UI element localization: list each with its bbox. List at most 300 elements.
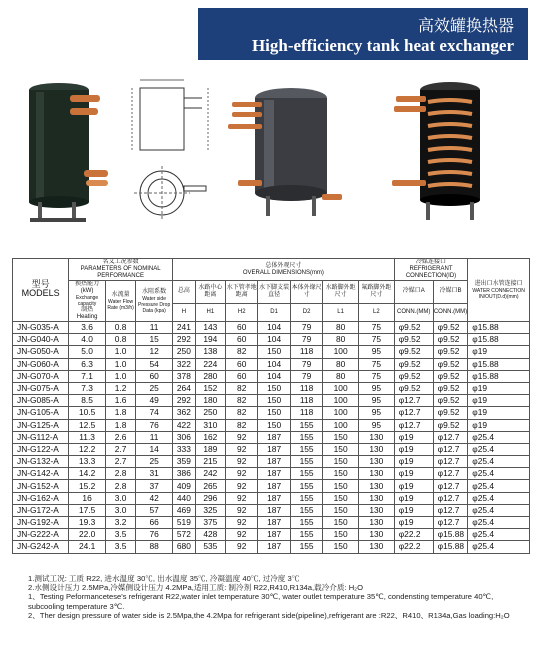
table-cell: 75 xyxy=(358,334,394,346)
table-cell: 82 xyxy=(225,419,257,431)
table-cell: 80 xyxy=(323,370,359,382)
table-cell: 100 xyxy=(323,346,359,358)
table-cell: 95 xyxy=(358,346,394,358)
table-cell: φ19 xyxy=(394,431,433,443)
table-cell: φ12.7 xyxy=(433,443,468,455)
table-cell: 10.5 xyxy=(69,407,106,419)
l2-header-cn: 氟路脚外距尺寸 xyxy=(358,281,394,304)
table-cell: 60 xyxy=(225,358,257,370)
table-cell: 25 xyxy=(136,456,173,468)
table-cell: 150 xyxy=(323,443,359,455)
table-cell: φ19 xyxy=(394,468,433,480)
table-cell: 7.1 xyxy=(69,370,106,382)
table-cell: 104 xyxy=(258,358,290,370)
table-cell: 2.7 xyxy=(105,443,135,455)
table-cell: 74 xyxy=(136,407,173,419)
d1-header-cn: 水下脚支装直径 xyxy=(258,281,290,304)
table-cell: 155 xyxy=(290,517,322,529)
table-cell: 92 xyxy=(225,541,257,553)
table-row xyxy=(13,382,530,394)
table-cell: φ15.88 xyxy=(468,334,530,346)
table-cell: 11.3 xyxy=(69,431,106,443)
table-cell: 79 xyxy=(290,358,322,370)
table-cell: 2.8 xyxy=(105,468,135,480)
table-cell: 306 xyxy=(173,431,196,443)
table-cell: 15 xyxy=(136,334,173,346)
table-cell: 92 xyxy=(225,529,257,541)
table-cell: φ9.52 xyxy=(433,382,468,394)
table-cell: 1.6 xyxy=(105,395,135,407)
table-cell: φ9.52 xyxy=(433,346,468,358)
table-cell: 143 xyxy=(195,322,225,334)
table-cell: φ22.2 xyxy=(394,529,433,541)
table-cell: 150 xyxy=(323,480,359,492)
h1-header-cn: 水路中心距离 xyxy=(195,281,225,304)
heating-header: 换热能力(kW) Exchange capacity 制热 Heating xyxy=(69,281,106,322)
l1-header-en: L1 xyxy=(323,303,359,321)
table-cell: φ9.52 xyxy=(394,346,433,358)
table-cell: 92 xyxy=(225,468,257,480)
table-cell: 150 xyxy=(323,529,359,541)
flow-header: 水流量 Water Flow Rate (m3/h) xyxy=(105,281,135,322)
table-cell: φ9.52 xyxy=(433,407,468,419)
table-cell: 75 xyxy=(358,322,394,334)
table-cell: 310 xyxy=(195,419,225,431)
table-cell: 95 xyxy=(358,395,394,407)
table-cell: 8.5 xyxy=(69,395,106,407)
table-cell: φ12.7 xyxy=(433,468,468,480)
table-cell: 155 xyxy=(290,456,322,468)
model-cell: JN-G040-A xyxy=(13,334,69,346)
table-cell: 79 xyxy=(290,370,322,382)
table-cell: 242 xyxy=(195,468,225,480)
table-cell: 100 xyxy=(323,419,359,431)
table-cell: 14 xyxy=(136,443,173,455)
table-cell: 280 xyxy=(195,370,225,382)
table-cell: φ9.52 xyxy=(433,358,468,370)
table-cell: 1.8 xyxy=(105,419,135,431)
table-cell: 150 xyxy=(323,504,359,516)
table-cell: 150 xyxy=(258,382,290,394)
table-cell: 162 xyxy=(195,431,225,443)
h1-header-en: H1 xyxy=(195,303,225,321)
table-cell: φ12.7 xyxy=(394,407,433,419)
table-cell: 292 xyxy=(173,395,196,407)
table-cell: φ25.4 xyxy=(468,431,530,443)
tank-photo-cutaway xyxy=(392,68,504,228)
h-header-cn: 总高 xyxy=(173,281,196,304)
table-cell: 14.2 xyxy=(69,468,106,480)
model-cell: JN-G105-A xyxy=(13,407,69,419)
table-cell: 359 xyxy=(173,456,196,468)
table-cell: 1.0 xyxy=(105,370,135,382)
table-cell: 187 xyxy=(258,492,290,504)
note-cn-2: 2.水侧设计压力 2.5MPa,冷媒侧设计压力 4.2MPa,适用工质: 制冷剂 R22,R410,R134a,载冷介质: H₂O xyxy=(28,583,364,593)
table-cell: φ19 xyxy=(468,346,530,358)
table-cell: φ12.7 xyxy=(433,480,468,492)
table-cell: 2.8 xyxy=(105,480,135,492)
conn-a-header-cn: 冷媒口A xyxy=(394,281,433,304)
table-cell: 75 xyxy=(358,358,394,370)
table-cell: 2.6 xyxy=(105,431,135,443)
table-cell: 92 xyxy=(225,443,257,455)
table-cell: 130 xyxy=(358,480,394,492)
table-cell: 138 xyxy=(195,346,225,358)
table-cell: 440 xyxy=(173,492,196,504)
table-cell: 60 xyxy=(225,370,257,382)
table-cell: φ19 xyxy=(468,382,530,394)
table-cell: 333 xyxy=(173,443,196,455)
model-cell: JN-G070-A xyxy=(13,370,69,382)
table-cell: 79 xyxy=(290,334,322,346)
table-row xyxy=(13,370,530,382)
table-cell: 82 xyxy=(225,395,257,407)
table-cell: φ9.52 xyxy=(394,358,433,370)
overall-header: 总体外观尺寸 OVERALL DIMENSIONS(mm) xyxy=(173,259,395,281)
table-cell: φ25.4 xyxy=(468,541,530,553)
table-row xyxy=(13,480,530,492)
table-cell: 92 xyxy=(225,492,257,504)
table-cell: 24.1 xyxy=(69,541,106,553)
table-cell: 82 xyxy=(225,407,257,419)
table-cell: 6.3 xyxy=(69,358,106,370)
table-cell: 118 xyxy=(290,395,322,407)
table-cell: 180 xyxy=(195,395,225,407)
table-cell: 150 xyxy=(258,407,290,419)
h-header-en: H xyxy=(173,303,196,321)
conn-a-header-en: CONN.(MM) xyxy=(394,303,433,321)
table-cell: 11 xyxy=(136,322,173,334)
table-cell: φ9.52 xyxy=(394,382,433,394)
table-cell: 79 xyxy=(290,322,322,334)
table-cell: 187 xyxy=(258,480,290,492)
table-cell: 296 xyxy=(195,492,225,504)
table-cell: 11 xyxy=(136,431,173,443)
model-cell: JN-G192-A xyxy=(13,517,69,529)
water-conn-header: 进出口水管连接口 WATER CONNECTION IN/OUT(D.d)(mm) xyxy=(468,259,530,322)
table-cell: 378 xyxy=(173,370,196,382)
table-cell: 3.0 xyxy=(105,504,135,516)
table-cell: 422 xyxy=(173,419,196,431)
table-cell: 130 xyxy=(358,431,394,443)
table-cell: 57 xyxy=(136,504,173,516)
model-cell: JN-G125-A xyxy=(13,419,69,431)
table-cell: 19.3 xyxy=(69,517,106,529)
table-cell: 60 xyxy=(225,334,257,346)
table-cell: 150 xyxy=(323,456,359,468)
table-cell: φ12.7 xyxy=(433,431,468,443)
table-cell: 155 xyxy=(290,529,322,541)
table-cell: 241 xyxy=(173,322,196,334)
table-cell: φ19 xyxy=(394,504,433,516)
table-cell: 31 xyxy=(136,468,173,480)
table-cell: 680 xyxy=(173,541,196,553)
table-cell: 130 xyxy=(358,456,394,468)
table-cell: 535 xyxy=(195,541,225,553)
table-cell: 95 xyxy=(358,407,394,419)
table-cell: 82 xyxy=(225,346,257,358)
table-cell: 15.2 xyxy=(69,480,106,492)
table-cell: 155 xyxy=(290,492,322,504)
table-cell: 130 xyxy=(358,541,394,553)
table-cell: 250 xyxy=(195,407,225,419)
table-row xyxy=(13,431,530,443)
model-cell: JN-G112-A xyxy=(13,431,69,443)
table-cell: 155 xyxy=(290,480,322,492)
table-row xyxy=(13,346,530,358)
table-cell: 17.5 xyxy=(69,504,106,516)
table-cell: 265 xyxy=(195,480,225,492)
h2-header-en: H2 xyxy=(225,303,257,321)
table-cell: 82 xyxy=(225,382,257,394)
table-cell: 155 xyxy=(290,443,322,455)
table-row xyxy=(13,443,530,455)
table-cell: 1.0 xyxy=(105,358,135,370)
table-cell: 130 xyxy=(358,517,394,529)
d2-header-en: D2 xyxy=(290,303,322,321)
model-cell: JN-G172-A xyxy=(13,504,69,516)
table-cell: 375 xyxy=(195,517,225,529)
table-cell: φ25.4 xyxy=(468,492,530,504)
table-cell: 37 xyxy=(136,480,173,492)
model-cell: JN-G060-A xyxy=(13,358,69,370)
table-cell: φ25.4 xyxy=(468,504,530,516)
tank-photo-grey xyxy=(226,68,346,228)
table-cell: 80 xyxy=(323,322,359,334)
table-cell: 194 xyxy=(195,334,225,346)
model-cell: JN-G050-A xyxy=(13,346,69,358)
table-cell: 150 xyxy=(323,492,359,504)
refrigerant-header: 冷媒连接口 REFRIGERANT CONNECTION(ID) xyxy=(394,259,468,281)
table-row xyxy=(13,334,530,346)
drop-header: 水阻系数 Water side Pressure Drop Data (kpa) xyxy=(136,281,173,322)
table-cell: 469 xyxy=(173,504,196,516)
conn-b-header-cn: 冷媒口B xyxy=(433,281,468,304)
table-cell: 130 xyxy=(358,492,394,504)
model-cell: JN-G085-A xyxy=(13,395,69,407)
table-cell: 130 xyxy=(358,443,394,455)
table-cell: 215 xyxy=(195,456,225,468)
table-cell: φ12.7 xyxy=(394,395,433,407)
model-cell: JN-G142-A xyxy=(13,468,69,480)
table-cell: 92 xyxy=(225,480,257,492)
table-cell: 92 xyxy=(225,504,257,516)
table-cell: 60 xyxy=(136,370,173,382)
model-cell: JN-G162-A xyxy=(13,492,69,504)
note-cn-1: 1.测试工况: 工质 R22, 进水温度 30℃, 出水温度 35℃, 冷凝温度 40℃, 过冷度 3℃ xyxy=(28,574,300,583)
table-cell: 66 xyxy=(136,517,173,529)
table-cell: φ22.2 xyxy=(394,541,433,553)
table-cell: φ19 xyxy=(468,395,530,407)
table-cell: 54 xyxy=(136,358,173,370)
model-cell: JN-G075-A xyxy=(13,382,69,394)
table-cell: φ25.4 xyxy=(468,456,530,468)
table-cell: 104 xyxy=(258,334,290,346)
table-cell: 3.5 xyxy=(105,541,135,553)
table-cell: 3.0 xyxy=(105,492,135,504)
table-row xyxy=(13,407,530,419)
table-cell: φ9.52 xyxy=(433,395,468,407)
product-photos xyxy=(14,68,530,228)
table-cell: φ25.4 xyxy=(468,529,530,541)
table-cell: 1.2 xyxy=(105,382,135,394)
table-cell: φ25.4 xyxy=(468,443,530,455)
specification-table xyxy=(12,258,530,554)
table-cell: 92 xyxy=(225,517,257,529)
table-cell: φ19 xyxy=(468,419,530,431)
table-cell: φ12.7 xyxy=(394,419,433,431)
table-cell: 1.0 xyxy=(105,346,135,358)
table-cell: 100 xyxy=(323,407,359,419)
table-cell: 187 xyxy=(258,468,290,480)
table-cell: 75 xyxy=(358,370,394,382)
table-cell: φ15.88 xyxy=(433,529,468,541)
model-cell: JN-G222-A xyxy=(13,529,69,541)
table-cell: 152 xyxy=(195,382,225,394)
table-cell: 2.7 xyxy=(105,456,135,468)
table-cell: 4.0 xyxy=(69,334,106,346)
title-en: High-efficiency tank heat exchanger xyxy=(251,36,514,55)
d1-header-en: D1 xyxy=(258,303,290,321)
table-cell: 155 xyxy=(290,468,322,480)
table-cell: 12 xyxy=(136,346,173,358)
table-cell: 80 xyxy=(323,334,359,346)
model-cell: JN-G122-A xyxy=(13,443,69,455)
l1-header-cn: 水路脚外距尺寸 xyxy=(323,281,359,304)
table-cell: 150 xyxy=(258,346,290,358)
table-cell: 118 xyxy=(290,382,322,394)
table-cell: φ19 xyxy=(394,492,433,504)
model-cell: JN-G152-A xyxy=(13,480,69,492)
table-cell: 22.0 xyxy=(69,529,106,541)
table-cell: 0.8 xyxy=(105,334,135,346)
table-cell: 150 xyxy=(323,517,359,529)
table-cell: 264 xyxy=(173,382,196,394)
table-row xyxy=(13,504,530,516)
table-cell: 118 xyxy=(290,346,322,358)
table-cell: 3.5 xyxy=(105,529,135,541)
table-cell: φ12.7 xyxy=(433,504,468,516)
table-cell: φ15.88 xyxy=(468,322,530,334)
title-cn: 高效罐换热器 xyxy=(417,16,514,35)
table-cell: 187 xyxy=(258,517,290,529)
table-row xyxy=(13,456,530,468)
table-row xyxy=(13,395,530,407)
table-cell: 322 xyxy=(173,358,196,370)
table-row xyxy=(13,419,530,431)
table-cell: 12.2 xyxy=(69,443,106,455)
table-cell: 3.2 xyxy=(105,517,135,529)
table-cell: 428 xyxy=(195,529,225,541)
table-cell: φ9.52 xyxy=(394,322,433,334)
table-cell: 7.3 xyxy=(69,382,106,394)
table-cell: 130 xyxy=(358,529,394,541)
table-cell: 95 xyxy=(358,419,394,431)
table-cell: 224 xyxy=(195,358,225,370)
table-cell: 12.5 xyxy=(69,419,106,431)
table-cell: 76 xyxy=(136,419,173,431)
h2-header-cn: 水下管孝地距离 xyxy=(225,281,257,304)
table-cell: 104 xyxy=(258,322,290,334)
table-row xyxy=(13,492,530,504)
note-en-1: 1、Testing Peformancetese's refrigerant R22,water inlet temperature 30℃, water outlet temperature 35℃, condensting temperature 40℃, subcooling temperature 3℃. xyxy=(28,592,494,611)
table-cell: 88 xyxy=(136,541,173,553)
table-cell: 362 xyxy=(173,407,196,419)
table-cell: 80 xyxy=(323,358,359,370)
table-cell: φ19 xyxy=(394,480,433,492)
dimension-drawing xyxy=(122,68,218,228)
table-cell: 519 xyxy=(173,517,196,529)
table-row xyxy=(13,529,530,541)
models-header: 型号 MODELS xyxy=(13,259,69,322)
nominal-header: 名义工况参数 PARAMETERS OF NOMINAL PERFORMANCE xyxy=(69,259,173,281)
title-banner xyxy=(198,8,528,60)
model-cell: JN-G132-A xyxy=(13,456,69,468)
table-cell: 325 xyxy=(195,504,225,516)
table-cell: 13.3 xyxy=(69,456,106,468)
table-cell: 150 xyxy=(323,541,359,553)
table-cell: 187 xyxy=(258,443,290,455)
table-cell: φ25.4 xyxy=(468,480,530,492)
table-cell: 60 xyxy=(225,322,257,334)
table-cell: φ9.52 xyxy=(394,334,433,346)
table-cell: 572 xyxy=(173,529,196,541)
table-cell: 95 xyxy=(358,382,394,394)
table-row xyxy=(13,358,530,370)
table-cell: 1.8 xyxy=(105,407,135,419)
table-cell: 187 xyxy=(258,529,290,541)
table-cell: φ12.7 xyxy=(433,492,468,504)
table-cell: φ19 xyxy=(394,517,433,529)
table-cell: φ15.88 xyxy=(433,541,468,553)
table-cell: 292 xyxy=(173,334,196,346)
table-cell: 150 xyxy=(258,419,290,431)
table-cell: 92 xyxy=(225,431,257,443)
table-cell: 25 xyxy=(136,382,173,394)
tank-photo-green xyxy=(14,68,114,228)
table-cell: 16 xyxy=(69,492,106,504)
table-cell: 150 xyxy=(323,431,359,443)
table-cell: 100 xyxy=(323,395,359,407)
table-cell: 155 xyxy=(290,541,322,553)
table-cell: 150 xyxy=(258,395,290,407)
table-cell: 155 xyxy=(290,431,322,443)
table-cell: 155 xyxy=(290,504,322,516)
table-cell: φ15.88 xyxy=(468,370,530,382)
table-cell: φ25.4 xyxy=(468,468,530,480)
table-cell: 76 xyxy=(136,529,173,541)
table-cell: 92 xyxy=(225,456,257,468)
table-cell: 130 xyxy=(358,468,394,480)
table-cell: φ12.7 xyxy=(433,517,468,529)
table-cell: φ12.7 xyxy=(433,456,468,468)
table-cell: φ9.52 xyxy=(433,322,468,334)
table-cell: 100 xyxy=(323,382,359,394)
conn-b-header-en: CONN.(MM) xyxy=(433,303,468,321)
table-row xyxy=(13,517,530,529)
table-row xyxy=(13,468,530,480)
table-cell: 5.0 xyxy=(69,346,106,358)
table-cell: 386 xyxy=(173,468,196,480)
l2-header-en: L2 xyxy=(358,303,394,321)
model-cell: JN-G242-A xyxy=(13,541,69,553)
table-cell: 187 xyxy=(258,431,290,443)
table-cell: φ9.52 xyxy=(394,370,433,382)
table-cell: φ19 xyxy=(468,407,530,419)
table-cell: 130 xyxy=(358,504,394,516)
table-cell: 42 xyxy=(136,492,173,504)
d2-header-cn: 本体外缘尺寸 xyxy=(290,281,322,304)
